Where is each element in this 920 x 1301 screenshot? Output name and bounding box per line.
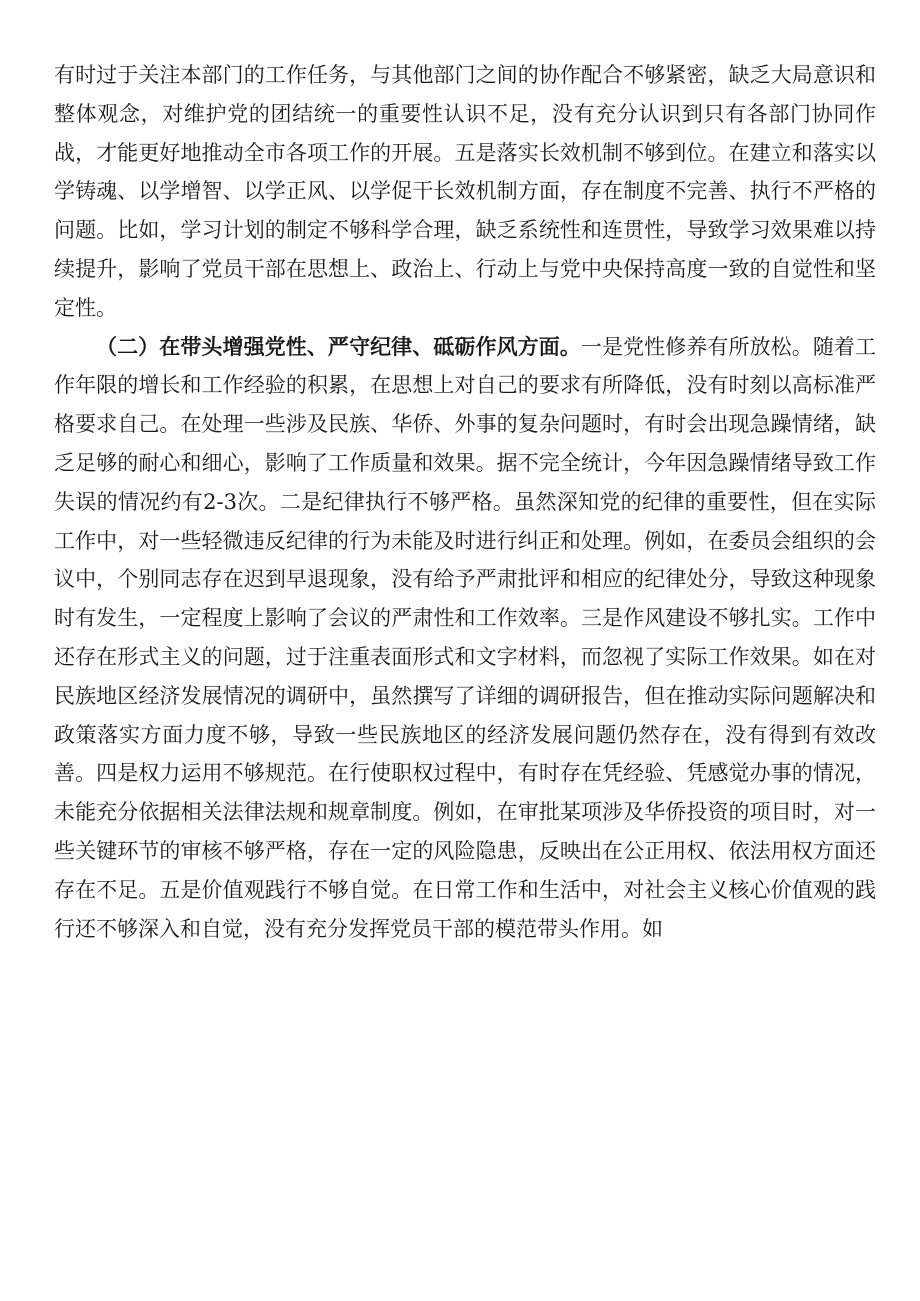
paragraph-text: 一是党性修养有所放松。随着工作年限的增长和工作经验的积累，在思想上对自己的要求有所降低，没有时刻以高标准严格要求自己。在处理一些涉及民族、华侨、外事的复杂问题时，有时会出现急躁情绪，缺乏足够的耐心和细心，影响了工作质量和效果。据不完全统计，今年因急躁情绪导致工作失误的情况约有2-3次。二是纪律执行不够严格。虽然深知党的纪律的重要性，但在实际工作中，对一些轻微违反纪律的行为未能及时进行纠正和处理。例如，在委员会组织的会议中，个别同志存在迟到早退现象，没有给予严肃批评和相应的纪律处分，导致这种现象时有发生，一定程度上影响了会议的严肃性和工作效率。三是作风建设不够扎实。工作中还存在形式主义的问题，过于注重表面形式和文字材料，而忽视了实际工作效果。如在对民族地区经济发展情况的调研中，虽然撰写了详细的调研报告，但在推动实际问题解决和政策落实方面力度不够，导致一些民族地区的经济发展问题仍然存在，没有得到有效改善。四是权力运用不够规范。在行使职权过程中，有时存在凭经验、凭感觉办事的情况，未能充分依据相关法律法规和规章制度。例如，在审批某项涉及华侨投资的项目时，对一些关键环节的审核不够严格，存在一定的风险隐患，反映出在公正用权、依法用权方面还存在不足。五是价值观践行不够自觉。在日常工作和生活中，对社会主义核心价值观的践行还不够深入和自觉，没有充分发挥党员干部的模范带头作用。如 xyxy=(54,334,877,941)
section-paragraph xyxy=(54,328,876,949)
paragraph-text: 有时过于关注本部门的工作任务，与其他部门之间的协作配合不够紧密，缺乏大局意识和整体观念，对维护党的团结统一的重要性认识不足，没有充分认识到只有各部门协同作战，才能更好地推动全市各项工作的开展。五是落实长效机制不够到位。在建立和落实以学铸魂、以学增智、以学正风、以学促干长效机制方面，存在制度不完善、执行不严格的问题。比如，学习计划的制定不够科学合理，缺乏系统性和连贯性，导致学习效果难以持续提升，影响了党员干部在思想上、政治上、行动上与党中央保持高度一致的自觉性和坚定性。 xyxy=(54,63,876,320)
body-paragraph xyxy=(54,56,876,328)
document-page xyxy=(54,56,876,948)
section-heading: （二）在带头增强党性、严守纪律、砥砺作风方面。 xyxy=(96,334,581,359)
